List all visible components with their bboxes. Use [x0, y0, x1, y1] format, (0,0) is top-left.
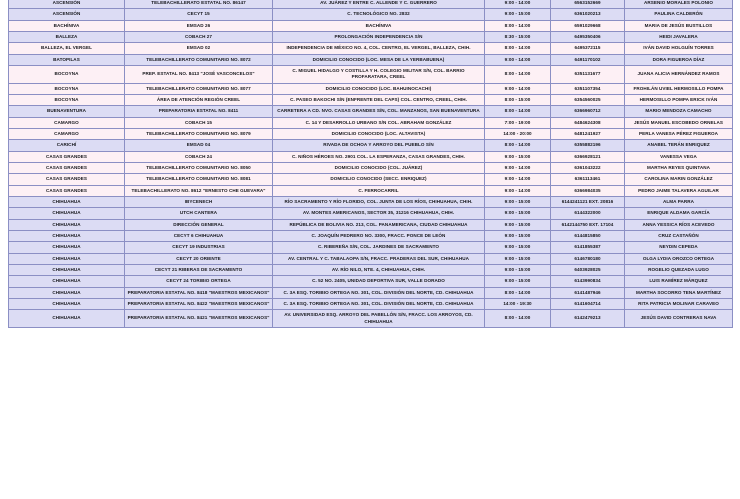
- cell-responsable: VANESSA VEGA: [625, 151, 733, 162]
- cell-plantel: EMSAD 26: [125, 20, 273, 31]
- cell-domicilio: C. NIÑOS HÉROES NO. 2901 COL. LA ESPERANZA, CASAS GRANDES, CHIH.: [273, 151, 485, 162]
- cell-plantel: TELEBACHILLERATO COMUNITARIO NO. 8050: [125, 162, 273, 173]
- cell-domicilio: C. 3A ESQ. TORIBIO ORTEGA NO. 301, COL. DIVISIÓN DEL NORTE, CD. CHIHUAHUA: [273, 298, 485, 309]
- cell-telefono: 6141604714: [551, 298, 625, 309]
- table-row: [9, 94, 733, 105]
- cell-plantel: TELEBACHILLERATO COMUNITARIO NO. 8072: [125, 54, 273, 65]
- cell-horario: 9:00 - 14:00: [485, 0, 551, 9]
- cell-plantel: CECYT 20 ORIENTE: [125, 253, 273, 264]
- table-row: [9, 140, 733, 151]
- table-row: [9, 287, 733, 298]
- table-row: [9, 151, 733, 162]
- table-row: [9, 196, 733, 207]
- table-row: [9, 9, 733, 20]
- cell-municipio: ASCENSIÓN: [9, 0, 125, 9]
- cell-horario: 9:00 - 14:00: [485, 162, 551, 173]
- cell-municipio: BOCOYNA: [9, 94, 125, 105]
- cell-domicilio: C. JOAQUÍN PEDRERO NO. 3300, FRACC. PONCE DE LEÓN: [273, 230, 485, 241]
- table-row: [9, 106, 733, 117]
- cell-municipio: BOCOYNA: [9, 65, 125, 83]
- cell-responsable: ARSENIO MORALES POLONIO: [625, 0, 733, 9]
- table-row: [9, 208, 733, 219]
- cell-domicilio: C. RIBEREÑA S/N, COL. JARDINES DE SACRAMENTO: [273, 242, 485, 253]
- cell-domicilio: CARRETERA A CD. NVO. CASAS GRANDES S/N, COL. MANZANOS, SAN BUENAVENTURA: [273, 106, 485, 117]
- cell-domicilio: AV. JUÁREZ Y ENTRE C. ALLENDE Y C. GUERRERO: [273, 0, 485, 9]
- table-row: [9, 242, 733, 253]
- cell-horario: 9:00 - 15:00: [485, 264, 551, 275]
- cell-plantel: PREPARATORIA ESTATAL NO. 8411: [125, 106, 273, 117]
- cell-responsable: CRUZ CASTAÑÓN: [625, 230, 733, 241]
- cell-municipio: BACHÍNIVA: [9, 20, 125, 31]
- table-row: [9, 185, 733, 196]
- cell-telefono: 6481241927: [551, 128, 625, 139]
- cell-telefono: 6143990834: [551, 276, 625, 287]
- cell-horario: 9:00 - 14:00: [485, 174, 551, 185]
- plantel-directory-table: [8, 0, 733, 328]
- cell-horario: 8:30 - 15:00: [485, 31, 551, 42]
- cell-municipio: BALLEZA, EL VERGEL: [9, 43, 125, 54]
- cell-responsable: JUANA ALICIA HERNÁNDEZ RAMOS: [625, 65, 733, 83]
- cell-plantel: TELEBACHILLERATO COMUNITARIO NO. 8081: [125, 174, 273, 185]
- cell-domicilio: PROLONGACIÓN INDEPENDENCIA S/N: [273, 31, 485, 42]
- cell-telefono: 6403928025: [551, 264, 625, 275]
- cell-plantel: EMSAD 04: [125, 140, 273, 151]
- cell-responsable: PEDRO JAIME TALAVERA AGUILAR: [625, 185, 733, 196]
- cell-responsable: MARIA DE JESÚS BUSTILLOS: [625, 20, 733, 31]
- cell-plantel: COBACH 24: [125, 151, 273, 162]
- cell-domicilio: DOMICILIO CONOCIDO (LOC. ALTAVISTA): [273, 128, 485, 139]
- cell-domicilio: C. 52 NO. 2405, UNIDAD DEPORTIVA SUR, VALLE DORADO: [273, 276, 485, 287]
- cell-municipio: BATOPILAS: [9, 54, 125, 65]
- cell-horario: 9:00 - 15:00: [485, 276, 551, 287]
- cell-municipio: CARICHÍ: [9, 140, 125, 151]
- cell-telefono: 6354560025: [551, 94, 625, 105]
- cell-municipio: CHIHUAHUA: [9, 219, 125, 230]
- cell-responsable: PAULINA CALDERÓN: [625, 9, 733, 20]
- table-row: [9, 128, 733, 139]
- cell-municipio: CHIHUAHUA: [9, 242, 125, 253]
- table-row: [9, 219, 733, 230]
- cell-telefono: 6591029668: [551, 20, 625, 31]
- cell-horario: 9:00 - 15:00: [485, 219, 551, 230]
- cell-plantel: TELEBACHILLERATO COMUNITARIO NO. 8077: [125, 83, 273, 94]
- cell-municipio: CHIHUAHUA: [9, 287, 125, 298]
- cell-domicilio: AV. RÍO NILO, NTE. 4, CHIHUAHUA, CHIH.: [273, 264, 485, 275]
- cell-responsable: OLGA LYDIA OROZCO ORTEGA: [625, 253, 733, 264]
- cell-horario: 9:00 - 14:00: [485, 185, 551, 196]
- cell-domicilio: AV. UNIVERSIDAD ESQ. ARROYO DEL PABELLÓN S/N, FRACC. LOS ARROYOS, CD. CHIHUAHUA: [273, 310, 485, 328]
- directory-table-body: [9, 0, 733, 327]
- cell-responsable: IVÁN DAVID HOLGUÍN TORRES: [625, 43, 733, 54]
- cell-municipio: CHIHUAHUA: [9, 230, 125, 241]
- cell-responsable: JESÚS MANUEL ESCOBEDO ORNELAS: [625, 117, 733, 128]
- cell-domicilio: C. 14 Y DESARROLLO URBANO S/N COL. ABRAHAM GONZÁLEZ: [273, 117, 485, 128]
- cell-plantel: EMSAD 02: [125, 43, 273, 54]
- cell-telefono: 6361043222: [551, 162, 625, 173]
- cell-municipio: CASAS GRANDES: [9, 151, 125, 162]
- cell-responsable: ANABEL TERÁN ENRIQUEZ: [625, 140, 733, 151]
- cell-telefono: 6495372115: [551, 43, 625, 54]
- cell-horario: 9:00 - 14:00: [485, 83, 551, 94]
- cell-domicilio: INDEPENDENCIA DE MÉXICO NO. 4, COL. CENTRO, EL VERGEL, BALLEZA, CHIH.: [273, 43, 485, 54]
- cell-plantel: PREPARATORIA ESTATAL NO. 8418 "MAESTROS MEXICANOS": [125, 287, 273, 298]
- cell-horario: 8:00 - 14:00: [485, 310, 551, 328]
- cell-municipio: BOCOYNA: [9, 83, 125, 94]
- cell-domicilio: REPÚBLICA DE BOLIVIA NO. 213, COL. PANAMERICANA, CIUDAD CHIHUAHUA: [273, 219, 485, 230]
- cell-plantel: ÁREA DE ATENCIÓN REGIÓN CREEL: [125, 94, 273, 105]
- cell-responsable: MARIO MENDOZA CAMACHO: [625, 106, 733, 117]
- cell-domicilio: RIVADA DE OCHOA Y ARROYO DEL PUEBLO S/N: [273, 140, 485, 151]
- cell-domicilio: C. 3A ESQ. TORIBIO ORTEGA NO. 301, COL. DIVISIÓN DEL NORTE, CD. CHIHUAHUA: [273, 287, 485, 298]
- table-row: [9, 54, 733, 65]
- cell-horario: 14:00 - 20:00: [485, 128, 551, 139]
- cell-municipio: CHIHUAHUA: [9, 264, 125, 275]
- cell-horario: 8:00 - 14:00: [485, 43, 551, 54]
- table-row: [9, 230, 733, 241]
- cell-plantel: PREPARATORIA ESTATAL NO. 8421 "MAESTROS MEXICANOS": [125, 310, 273, 328]
- cell-municipio: CHIHUAHUA: [9, 196, 125, 207]
- table-row: [9, 276, 733, 287]
- cell-telefono: 6351107354: [551, 83, 625, 94]
- cell-plantel: CECYT 21 RIBERAS DE SACRAMENTO: [125, 264, 273, 275]
- cell-domicilio: C. MIGUEL HIDALGO Y COSTILLA Y H. COLEGIO MILITAR S/N, COL. BARRIO PROFARATARA, CREEL: [273, 65, 485, 83]
- cell-domicilio: C. FERROCARRIL: [273, 185, 485, 196]
- cell-plantel: CECYT 24 TORIBIO ORTEGA: [125, 276, 273, 287]
- cell-responsable: LUIS RAMÍREZ MÁRQUEZ: [625, 276, 733, 287]
- cell-domicilio: AV. CENTRAL Y C. TABALAOPA S/N, FRACC. PRADERAS DEL SUR, CHIHUAHUA: [273, 253, 485, 264]
- cell-horario: 8:00 - 14:00: [485, 65, 551, 83]
- cell-telefono: 6361020213: [551, 9, 625, 20]
- cell-telefono: 6144322000: [551, 208, 625, 219]
- cell-responsable: NEYDIN CEPEDA: [625, 242, 733, 253]
- cell-responsable: JESÚS DAVID CONTRERAS NAVA: [625, 310, 733, 328]
- cell-municipio: CHIHUAHUA: [9, 253, 125, 264]
- cell-telefono: 6144241121 EXT. 20816: [551, 196, 625, 207]
- cell-domicilio: DOMICILIO CONOCIDO (LOC. MESA DE LA YERBABUENA): [273, 54, 485, 65]
- cell-responsable: PERLA VANESA PÉREZ FIGUEROA: [625, 128, 733, 139]
- cell-horario: 9:00 - 15:00: [485, 151, 551, 162]
- cell-plantel: PREPARATORIA ESTATAL NO. 8422 "MAESTROS MEXICANOS": [125, 298, 273, 309]
- cell-telefono: 6351131677: [551, 65, 625, 83]
- cell-municipio: CHIHUAHUA: [9, 298, 125, 309]
- cell-telefono: 6142479213: [551, 310, 625, 328]
- cell-horario: 9:00 - 15:00: [485, 230, 551, 241]
- cell-plantel: UTCH CANTERA: [125, 208, 273, 219]
- cell-responsable: MARTHA REYES QUINTANA: [625, 162, 733, 173]
- cell-horario: 8:00 - 15:00: [485, 94, 551, 105]
- cell-municipio: CASAS GRANDES: [9, 185, 125, 196]
- cell-plantel: TELEBACHILLERATO NO. 8612 "ERNESTO CHE GUEVARA": [125, 185, 273, 196]
- cell-horario: 9:00 - 14:00: [485, 54, 551, 65]
- cell-horario: 8:00 - 14:00: [485, 106, 551, 117]
- cell-telefono: 6142144750 EXT. 17104: [551, 219, 625, 230]
- cell-telefono: 6144815850: [551, 230, 625, 241]
- cell-municipio: CAMARGO: [9, 128, 125, 139]
- cell-horario: 9:00 - 15:00: [485, 242, 551, 253]
- table-row: [9, 20, 733, 31]
- table-row: [9, 0, 733, 9]
- cell-plantel: TELEBACHILLERATO COMUNITARIO NO. 8079: [125, 128, 273, 139]
- cell-telefono: 6355882196: [551, 140, 625, 151]
- cell-domicilio: DOMICILIO CONOCIDO (SECC. ENRIQUEZ): [273, 174, 485, 185]
- cell-telefono: 6146780180: [551, 253, 625, 264]
- cell-responsable: ROGELIO QUEZADA LUGO: [625, 264, 733, 275]
- cell-responsable: FROHILÁN UVIEL HERMOSILLO POMPA: [625, 83, 733, 94]
- cell-horario: 9:00 - 15:00: [485, 196, 551, 207]
- table-row: [9, 174, 733, 185]
- cell-responsable: HEIDI JAVALERA: [625, 31, 733, 42]
- cell-municipio: CASAS GRANDES: [9, 174, 125, 185]
- cell-horario: 9:00 - 15:00: [485, 208, 551, 219]
- cell-telefono: 6366984035: [551, 185, 625, 196]
- cell-horario: 14:00 - 19:30: [485, 298, 551, 309]
- cell-domicilio: AV. MONTES AMERICANOS, SECTOR 35, 31216 CHIHUAHUA, CHIH.: [273, 208, 485, 219]
- cell-plantel: COBACH 27: [125, 31, 273, 42]
- cell-municipio: ASCENSIÓN: [9, 9, 125, 20]
- cell-domicilio: RÍO SACRAMENTO Y RÍO FLORIDO, COL. JUNTA DE LOS RÍOS, CHIHUAHUA, CHIH.: [273, 196, 485, 207]
- cell-municipio: CHIHUAHUA: [9, 208, 125, 219]
- table-row: [9, 83, 733, 94]
- table-row: [9, 310, 733, 328]
- cell-municipio: CHIHUAHUA: [9, 310, 125, 328]
- cell-responsable: RITA PATRICIA MOLINAR CARAVEO: [625, 298, 733, 309]
- cell-horario: 8:00 - 14:00: [485, 287, 551, 298]
- cell-horario: 7:00 - 19:00: [485, 117, 551, 128]
- cell-responsable: DORA FIGUEROA DÍAZ: [625, 54, 733, 65]
- cell-plantel: CECYT 15: [125, 9, 273, 20]
- table-row: [9, 162, 733, 173]
- cell-plantel: CECYT 6 CHIHUAHUA: [125, 230, 273, 241]
- cell-plantel: TELEBACHILLERATO ESTATAL NO. 86147: [125, 0, 273, 9]
- cell-telefono: 6361113461: [551, 174, 625, 185]
- cell-domicilio: DOMICILIO CONOCIDO (COL. JUÁREZ): [273, 162, 485, 173]
- cell-responsable: ENRIQUE ALDAMA GARCÍA: [625, 208, 733, 219]
- cell-plantel: DIRECCIÓN GENERAL: [125, 219, 273, 230]
- table-row: [9, 298, 733, 309]
- cell-telefono: 6563152669: [551, 0, 625, 9]
- cell-telefono: 6495350406: [551, 31, 625, 42]
- table-row: [9, 43, 733, 54]
- cell-telefono: 6484624308: [551, 117, 625, 128]
- cell-telefono: 6366960712: [551, 106, 625, 117]
- cell-responsable: CAROLINA MARIN GONZÁLEZ: [625, 174, 733, 185]
- cell-responsable: MARTHA SOCORRO TENA MARTÍNEZ: [625, 287, 733, 298]
- table-row: [9, 65, 733, 83]
- cell-domicilio: DOMICILIO CONOCIDO (LOC. BAHUINOCACHI): [273, 83, 485, 94]
- cell-plantel: CECYT 19 INDUSTRIAS: [125, 242, 273, 253]
- cell-responsable: HERMOSILLO POMPA ERICK IVÁN: [625, 94, 733, 105]
- cell-telefono: 6366928121: [551, 151, 625, 162]
- table-row: [9, 117, 733, 128]
- cell-horario: 9:00 - 15:00: [485, 253, 551, 264]
- cell-horario: 9:00 - 15:00: [485, 9, 551, 20]
- cell-horario: 8:00 - 14:00: [485, 20, 551, 31]
- cell-responsable: ANNA YESSICA RÍOS ACEVEDO: [625, 219, 733, 230]
- cell-telefono: 6141487946: [551, 287, 625, 298]
- cell-telefono: 6491170102: [551, 54, 625, 65]
- cell-domicilio: BACHÍNIVA: [273, 20, 485, 31]
- cell-municipio: CHIHUAHUA: [9, 276, 125, 287]
- table-row: [9, 31, 733, 42]
- cell-municipio: BALLEZA: [9, 31, 125, 42]
- cell-plantel: IBYCENECH: [125, 196, 273, 207]
- cell-plantel: PREP. ESTATAL NO. 8413 "JOSÉ VASCONCELOS": [125, 65, 273, 83]
- cell-plantel: COBACH 15: [125, 117, 273, 128]
- table-row: [9, 253, 733, 264]
- cell-horario: 8:00 - 14:00: [485, 140, 551, 151]
- cell-domicilio: C. TECNOLÓGICO NO. 2832: [273, 9, 485, 20]
- cell-municipio: BUENAVENTURA: [9, 106, 125, 117]
- cell-domicilio: C. PASEO BAKOCHI S/N (ENFRENTE DEL CAPS) COL. CENTRO, CREEL, CHIH.: [273, 94, 485, 105]
- cell-responsable: ALMA PARRA: [625, 196, 733, 207]
- cell-municipio: CASAS GRANDES: [9, 162, 125, 173]
- cell-telefono: 6141855387: [551, 242, 625, 253]
- table-row: [9, 264, 733, 275]
- cell-municipio: CAMARGO: [9, 117, 125, 128]
